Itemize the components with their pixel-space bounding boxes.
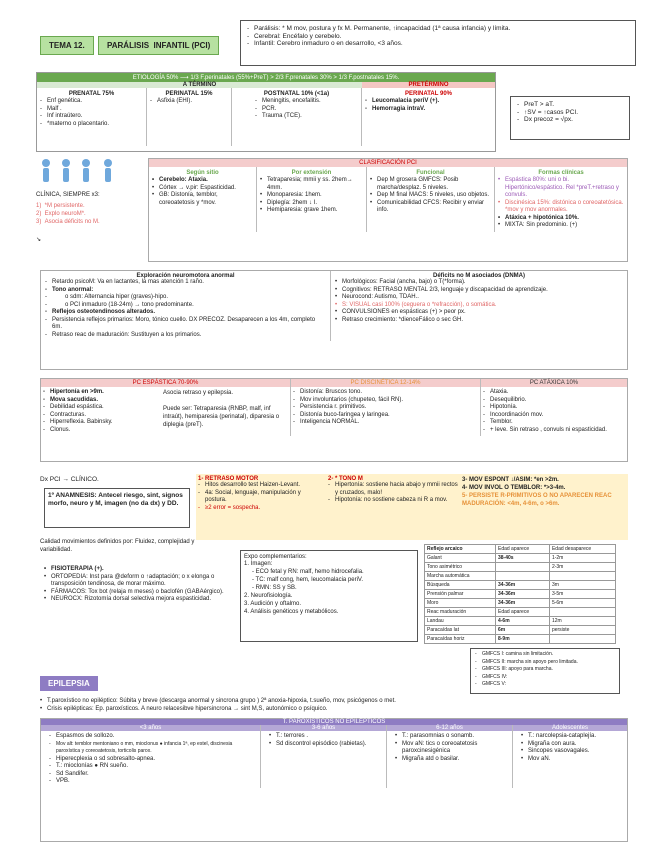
criterio-col [196, 474, 326, 514]
list-item: • Mov aN. [521, 756, 619, 764]
table-cell: Paracaídas lat [425, 626, 496, 635]
list-item: • Discinésica 15%: distónica o coreoatetósica. *mov y mov anormales. [498, 200, 624, 215]
list-item: - Hipotonía: no sostiene cabeza ni R a mov. [328, 497, 458, 505]
list-item: - + leve. Sin retraso , convuls ni espasticidad. [483, 427, 625, 435]
tipos-pc-section [40, 378, 628, 462]
list-item: - Incoordinación mov. [483, 412, 625, 420]
list-item: • Comunicabilidad CFCS: Recibir y enviar info. [370, 200, 491, 215]
children-icon [36, 158, 126, 188]
table-row [425, 635, 616, 644]
list-item: - Hitos desarrollo test Haizen-Levant. [198, 482, 324, 490]
list-item: - o PCI inmaduro (18-24m) → tono predominante. [45, 302, 326, 310]
col-head: Según sitio [186, 170, 219, 176]
criterio-title: 4- MOV INVOL O TEMBLOR: *>3-4m. [462, 485, 566, 491]
table-cell: Marcha automática [425, 572, 496, 581]
etiologia-section [36, 72, 496, 152]
calidad-text: Calidad movimientos definidos por: Fluidez, complejidad y variabilidad. [40, 539, 195, 553]
list-item: - Hemorragia intraV. [365, 106, 492, 114]
list-item: - Enf genética. [40, 98, 143, 106]
col-head: Adolescentes [513, 725, 627, 731]
list-item: - o sdm: Alternancia hiper (graves)-hipo. [45, 294, 326, 302]
list-item: • S: VISUAL casi 100% (ceguera o *refracción), o somática. [335, 302, 623, 310]
table-cell: Prensión palmar [425, 590, 496, 599]
list-item: - RMN: SS y SB. [252, 585, 297, 591]
list-item: - Espasmos de sollozo. [49, 733, 252, 741]
clasificacion-title: CLASIFICACIÓN PCI [149, 159, 627, 167]
table-cell: 34-36m [495, 581, 549, 590]
perinatal-col [147, 88, 232, 146]
table-cell: 34-36m [495, 599, 549, 608]
table-cell: persiste [549, 626, 615, 635]
list-item: - Hiperecplexia o sd sobresalto-apnea. [49, 756, 252, 764]
list-item: - Contracturas. [43, 412, 163, 420]
list-item: - GMFCS V: [475, 681, 615, 689]
table-row [425, 617, 616, 626]
list-item: • Cerebelo: Ataxia. [152, 177, 253, 185]
list-item: • Migraña atd o basilar. [395, 756, 504, 764]
espastica-col [41, 379, 291, 436]
list-item: - Desequilibrio. [483, 397, 625, 405]
clinica-item: 3) Asocia déficits no M. [36, 219, 100, 225]
table-row [425, 563, 616, 572]
criterio-col [326, 474, 460, 514]
list-item: - Mov involuntarios (chupeteo, fácil RN). [293, 397, 478, 405]
list-item: • Hemiparesia: grave 1hem. [260, 207, 363, 215]
complementarios-title: Expo complementarios: [244, 554, 307, 560]
paroxisticos-table [40, 718, 628, 842]
list-item: - *materno o placentario. [40, 121, 143, 129]
clasif-col-extension [257, 167, 367, 232]
espastica-note: Puede ser: Tetraparesia (RNBP, malf, inf intraút), hemiparesia (perinatal), diparesia o diplegia (preT). [163, 406, 280, 428]
table-row [425, 590, 616, 599]
col-head: PRENATAL 75% [68, 91, 115, 97]
col-head: 6-12 años [387, 725, 512, 731]
list-item: - Retraso reac de maduración: Sustituyen a los primarios. [45, 332, 326, 340]
etiologia-title: ETIOLOGÍA 50% ⟶ 1/3 F.perinatales (55%+PreT) > 2/3 F.prenatales 30% > 1/3 F.postnatales 15%. [37, 73, 495, 82]
criterio-col [460, 474, 626, 514]
list-item: - VPB. [49, 778, 252, 786]
col-head: POSTNATAL 10% (<1a) [263, 91, 330, 97]
list-item: - Inteligencia NORMAL. [293, 419, 478, 427]
list-item: • Espástica 80%: uni o bi. Hipertónico/espástico. Rel *preT.+retraso y convuls. [498, 177, 624, 200]
anamnesis-box: 1º ANAMNESIS: Antecel riesgo, sint, signos morfo, neuro y M, imagen (no da dx) y DD. [44, 488, 190, 528]
list-item: - ECO fetal y RN: malf, hemo hidrocefalia. [252, 569, 364, 575]
list-item: • T.: terrores . [269, 733, 378, 741]
table-cell [549, 572, 615, 581]
table-row [425, 608, 616, 617]
perinatal-pret-col [362, 88, 495, 146]
epilepsia-lines [40, 698, 630, 713]
table-cell: 1-2m [549, 554, 615, 563]
list-item: • Diplegía: 2hem ↓ I. [260, 200, 363, 208]
list-item: - Inf intraútero. [40, 113, 143, 121]
list-item: - ↑SV = ↑casos PCI. [517, 109, 623, 117]
ataxica-title: PC ATÁXICA 10% [481, 379, 627, 387]
table-header-cell: Edad aparece [495, 545, 549, 554]
table-cell: 2-3m [549, 563, 615, 572]
list-item: • Cognitivos: RETRASO MENTAL 2/3, lenguaje y discapacidad de aprendizaje. [335, 287, 623, 295]
reflejos-table [424, 544, 616, 644]
deficits-title: Déficits no M asociados (DNMA) [432, 273, 525, 279]
list-item: - Temblor. [483, 419, 625, 427]
exploracion-col [41, 271, 331, 341]
pret-note-box [510, 96, 630, 140]
list-item: - PreT > aT. [517, 101, 623, 109]
list-item: - Malf . [40, 106, 143, 114]
table-cell: Galant [425, 554, 496, 563]
clasificacion-section [148, 158, 628, 262]
table-row [425, 554, 616, 563]
list-item: • Neurocond: Autismo, TDAH.. [335, 294, 623, 302]
table-cell: 12m [549, 617, 615, 626]
list-item: - Sd Sandifer. [49, 771, 252, 779]
table-header-cell: Edad desaparece [549, 545, 615, 554]
arrow-icon: ↘ [36, 237, 42, 243]
table-row [425, 626, 616, 635]
list-item: - Meningitis, encefalitis. [255, 98, 358, 106]
list-item: • Morfológicos: Facial (ancha, bajo) o T(*forma). [335, 279, 623, 287]
list-item: 3. Audición y oftalmo. [244, 601, 302, 607]
a-termino-label: A TÉRMINO [37, 82, 362, 88]
parox-col [41, 725, 261, 788]
list-item: 2. Neurofisiología. [244, 593, 293, 599]
tema-label: TEMA 12. [40, 36, 94, 55]
list-item: • Córtex → v.pir: Espasticidad. [152, 185, 253, 193]
list-item: • GB: Distonía, temblor, coreoatetosis y *mov. [152, 192, 253, 207]
clinica-item: 2) Explo neuroM*. [36, 211, 86, 217]
list-item: - GMFCS I: camina sin limitación. [475, 651, 615, 659]
list-item: • Monoparesia: 1hem. [260, 192, 363, 200]
clinica-label: CLÍNICA, SIEMPRE x3: [36, 192, 100, 198]
discinetica-title: PC DISCINÉTICA 12-14% [291, 379, 480, 387]
table-cell [495, 572, 549, 581]
table-row [425, 581, 616, 590]
exploracion-deficits-section [40, 270, 628, 370]
list-item: 4. Análisis genéticos y metabólicos. [244, 609, 339, 615]
list-item: 1. Imagen: [244, 561, 273, 567]
clasif-col-sitio [149, 167, 257, 232]
list-item: • Tetraparesia; mmii y ss. 2hem→ 4mm. [260, 177, 363, 192]
list-item: - 4a: Social, lenguaje, manipulación y postura. [198, 490, 324, 505]
list-item: - Reflejos osteotendinosos alterados. [45, 309, 326, 317]
list-item: - GMFCS II: marcha sin apoyo pero limitada. [475, 659, 615, 667]
table-cell: Moro [425, 599, 496, 608]
list-item: • Dep M grosera GMFCS: Posib marcha/desplaz. 5 niveles. [370, 177, 491, 192]
definitions-box [240, 20, 636, 66]
list-item: - Distonía buco-faringea y laringea. [293, 412, 478, 420]
col-head: PERINATAL 90% [404, 91, 452, 97]
table-cell: 3m [549, 581, 615, 590]
criterio-title: 3- MOV ESPONT ↓/ASIM: *en >2m. [462, 477, 559, 483]
def-item: - Infantil: Cerebro inmaduro o en desarrollo, <3 años. [247, 40, 629, 48]
list-item: - GMFCS III: apoyo para marcha. [475, 666, 615, 674]
list-item: - Hipotonía. [483, 404, 625, 412]
deficits-col [331, 271, 627, 341]
col-head: PERINATAL 15% [165, 91, 213, 97]
complementarios-box [240, 550, 418, 642]
dx-label: Dx PCI → CLÍNICO. [40, 476, 99, 483]
list-item: • MIXTA: Sin predominio. (+) [498, 222, 624, 230]
espastica-note: Asocia retraso y epilepsia. [163, 390, 234, 396]
list-item: - Mov alt: temblor mentoniano o mm, mioclonus ● infancia 1ª, ep estel, discinesia paroxística y coreoatetosis, torticolis parox. [49, 741, 252, 756]
list-item: • FISIOTERAPIA (+). [44, 566, 224, 574]
list-item: - T.: mioclonías ● RN sueño. [49, 763, 252, 771]
def-item: - Parálisis: * M mov, postura y fx M. Permanente, ↑incapacidad (1ª causa infancia) y límita. [247, 25, 629, 33]
list-item: • T.paroxístico no epiléptico: Súbita y breve (descarga anormal y sincrona grupo ) 2ª anoxia-hipoxia, t.sueño, mov, psicógenos o met. [40, 698, 630, 706]
col-head: Funcional [416, 170, 445, 176]
list-item: • T.: narcolepsia-cataplejía. [521, 733, 619, 741]
table-cell [549, 635, 615, 644]
list-item: • NEUROCX: Rizotomía dorsal selectiva mejora espasticidad. [44, 596, 224, 604]
list-item: - Persistencia r. primitivos. [293, 404, 478, 412]
list-item: • ORTOPEDIA: Inst para @deform o ↑adaptación; o x elonga o transposición tendinosa, de morar máximo. [44, 574, 224, 589]
table-cell: 34-36m [495, 590, 549, 599]
page-title: PARÁLISIS INFANTIL (PCI) [98, 36, 219, 55]
list-item: • Migraña con aura. [521, 741, 619, 749]
criterios-block [196, 474, 628, 540]
list-item: - Ataxia. [483, 389, 625, 397]
def-item: - Cerebral: Encéfalo y cerebelo. [247, 33, 629, 41]
table-cell: 8-9m [495, 635, 549, 644]
list-item: • Mov aN: tics o coreoatetosis paroxcinesigénica [395, 741, 504, 756]
prenatal-col [37, 88, 147, 146]
list-item: • Sd discontrol episódico (rabietas). [269, 741, 378, 749]
list-item: - Mova sacudidas. [43, 397, 163, 405]
list-item: - Tono anormal: [45, 287, 326, 295]
criterio-title: 2- * TONO M [328, 476, 363, 482]
list-item: • Crisis epilépticas: Ep. paroxísticos. A neuro relacesibve hipersincrona → sint M,S, autonómico o psíquico. [40, 706, 630, 714]
parox-col [261, 725, 387, 788]
list-item: - Hiperreflexia. Babinsky. [43, 419, 163, 427]
list-item: • Retraso crecimiento: *dienceFálico o sec GH. [335, 317, 623, 325]
list-item: - Retardo psicoM: Va en lactantes, la mas atención 1 raño. [45, 279, 326, 287]
list-item: - ≥2 error = sospecha. [198, 505, 324, 513]
clinica-block [36, 158, 146, 258]
table-cell: Paracaídas horiz [425, 635, 496, 644]
table-cell: Búsqueda [425, 581, 496, 590]
list-item: - Clonus. [43, 427, 163, 435]
list-item: - Persistencia reflejos primarios: Moro, tónico cuello. DX PRECOZ. Desaparecen a los 4m, completo 6m. [45, 317, 326, 332]
discinetica-col [291, 379, 481, 436]
list-item: • Atáxica + hipotónica 10%. [498, 215, 624, 223]
table-cell [549, 608, 615, 617]
list-item: • T.: parasomnias o sonamb. [395, 733, 504, 741]
ataxica-col [481, 379, 627, 436]
table-cell: 3-5m [549, 590, 615, 599]
table-cell [495, 563, 549, 572]
clinica-item: 1) *M persistente. [36, 203, 85, 209]
list-item: - Hipertonía: sostiene hacia abajo y mmii rectos y cruzados, malo! [328, 482, 458, 497]
clasif-col-formas [495, 167, 627, 232]
list-item: • Dep M final MACS: 5 niveles, uso objetos. [370, 192, 491, 200]
table-cell: 6m [495, 626, 549, 635]
list-item: • Sincopes vasovagales. [521, 748, 619, 756]
criterio-title: 5- PERSISTE R-PRIMITIVOS O NO APARECEN REAC MADURACIÓN: <4m, 4-6m, o >6m. [462, 493, 612, 507]
list-item: - Dx precoz = √px. [517, 116, 623, 124]
col-head: Formas clínicas [538, 170, 584, 176]
list-item: - PCR. [255, 106, 358, 114]
table-row [425, 599, 616, 608]
list-item: - Distonía: Bruscos tono. [293, 389, 478, 397]
list-item: - Debilidad espástica. [43, 404, 163, 412]
list-item: - Leucomalacia periV (+). [365, 98, 492, 106]
list-item: - GMFCS IV: [475, 674, 615, 682]
gmfcs-box [470, 648, 620, 694]
col-head: Por extensión [291, 170, 332, 176]
list-item: - Trauma (TCE). [255, 113, 358, 121]
table-cell: 38-40s [495, 554, 549, 563]
col-head: 3-6 años [261, 725, 386, 731]
table-cell: Reac maduración [425, 608, 496, 617]
pretermino-label: PRETÉRMINO [362, 82, 495, 88]
col-head: <3 años [41, 725, 260, 731]
table-cell: Tono asimétrico [425, 563, 496, 572]
list-item: - Hipertonía en >9m. [43, 389, 163, 397]
parox-col [387, 725, 513, 788]
espastica-title: PC ESPÁSTICA 70-90% [41, 379, 290, 387]
table-cell: Landau [425, 617, 496, 626]
table-cell: 4-6m [495, 617, 549, 626]
list-item: - Asfixia (EHI). [150, 98, 228, 106]
tratamiento-list [44, 566, 224, 604]
epilepsia-tag: EPILEPSIA [40, 676, 98, 691]
list-item: - TC: malf cong, hem, leucomalacia periV. [252, 577, 364, 583]
table-cell: 5-6m [549, 599, 615, 608]
list-item: • CONVULSIONES en espásticas (+) > peor px. [335, 309, 623, 317]
table-header-cell: Reflejo arcaico [425, 545, 496, 554]
exploracion-title: Exploración neuromotora anormal [136, 273, 235, 279]
table-row [425, 572, 616, 581]
list-item: • FÁRMACOS: Tox bot (relaja m meses) o baclofén (GABAérgico). [44, 589, 224, 597]
table-header [425, 545, 616, 554]
paroxisticos-title: T. PAROXÍSTICOS NO EPILÉPTICOS [41, 719, 627, 725]
table-cell: Edad aparece [495, 608, 549, 617]
postnatal-col [232, 88, 362, 146]
clasif-col-funcional [367, 167, 495, 232]
parox-col [513, 725, 627, 788]
criterio-title: 1- RETRASO MOTOR [198, 476, 259, 482]
